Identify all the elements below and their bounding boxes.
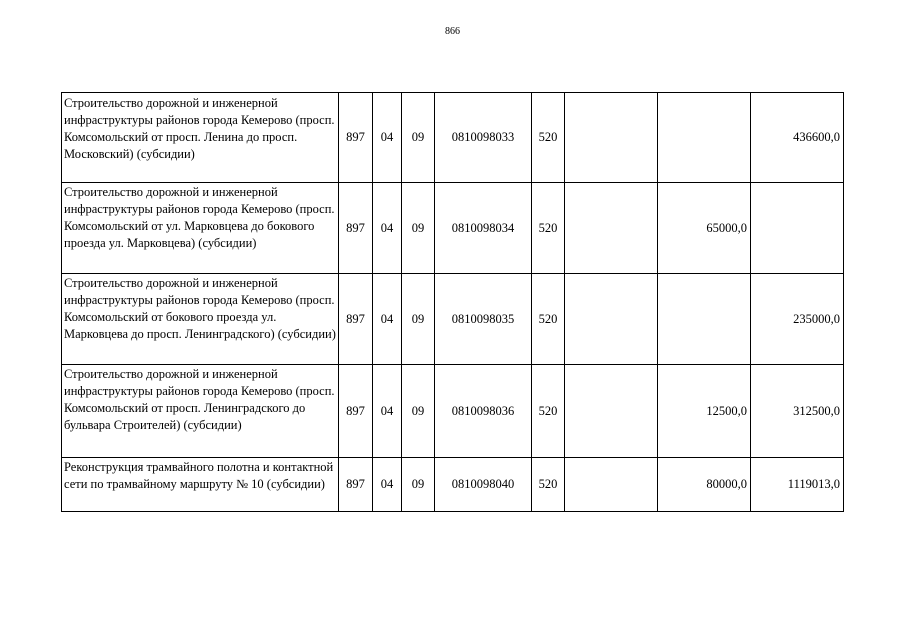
table-row: [62, 93, 844, 183]
table-row: [62, 458, 844, 512]
row-amount-2: [658, 93, 751, 183]
row-ministry-code: 897: [339, 274, 373, 365]
row-amount-2: 65000,0: [658, 183, 751, 274]
row-target-code: 0810098040: [435, 458, 532, 512]
row-name: Строительство дорожной и инженерной инфраструктуры районов города Кемерово (просп. Комсомольский от просп. Ленинградского до бульвара Строителей) (субсидии): [62, 365, 339, 458]
row-amount-3: 235000,0: [751, 274, 844, 365]
row-amount-3: 312500,0: [751, 365, 844, 458]
row-ministry-code: 897: [339, 365, 373, 458]
row-amount-2: [658, 274, 751, 365]
row-target-code: 0810098035: [435, 274, 532, 365]
row-type-code: 520: [532, 183, 565, 274]
row-section-code: 04: [373, 93, 402, 183]
row-type-code: 520: [532, 365, 565, 458]
row-target-code: 0810098033: [435, 93, 532, 183]
row-type-code: 520: [532, 93, 565, 183]
row-amount-1: [565, 365, 658, 458]
table-row: [62, 183, 844, 274]
table-row: [62, 365, 844, 458]
row-ministry-code: 897: [339, 458, 373, 512]
row-amount-1: [565, 458, 658, 512]
row-ministry-code: 897: [339, 93, 373, 183]
row-amount-3: 1119013,0: [751, 458, 844, 512]
row-amount-3: 436600,0: [751, 93, 844, 183]
row-amount-1: [565, 183, 658, 274]
row-name: Строительство дорожной и инженерной инфраструктуры районов города Кемерово (просп. Комсомольский от просп. Ленина до просп. Московский) (субсидии): [62, 93, 339, 183]
table-row: [62, 274, 844, 365]
row-type-code: 520: [532, 274, 565, 365]
row-amount-3: [751, 183, 844, 274]
row-section-code: 04: [373, 274, 402, 365]
row-amount-1: [565, 274, 658, 365]
row-section-code: 04: [373, 365, 402, 458]
row-type-code: 520: [532, 458, 565, 512]
row-amount-2: 12500,0: [658, 365, 751, 458]
row-subsection-code: 09: [402, 365, 435, 458]
row-section-code: 04: [373, 183, 402, 274]
row-subsection-code: 09: [402, 458, 435, 512]
page-number: 866: [445, 26, 460, 37]
row-amount-1: [565, 93, 658, 183]
row-subsection-code: 09: [402, 274, 435, 365]
row-target-code: 0810098034: [435, 183, 532, 274]
row-subsection-code: 09: [402, 183, 435, 274]
budget-table: [61, 92, 844, 512]
row-name: Строительство дорожной и инженерной инфраструктуры районов города Кемерово (просп. Комсомольский от бокового проезда ул. Марковцева до просп. Ленинградского) (субсидии): [62, 274, 339, 365]
row-subsection-code: 09: [402, 93, 435, 183]
row-name: Строительство дорожной и инженерной инфраструктуры районов города Кемерово (просп. Комсомольский от ул. Марковцева до бокового проезда ул. Марковцева) (субсидии): [62, 183, 339, 274]
row-name: Реконструкция трамвайного полотна и контактной сети по трамвайному маршруту № 10 (субсидии): [62, 458, 339, 512]
row-amount-2: 80000,0: [658, 458, 751, 512]
row-section-code: 04: [373, 458, 402, 512]
row-target-code: 0810098036: [435, 365, 532, 458]
row-ministry-code: 897: [339, 183, 373, 274]
